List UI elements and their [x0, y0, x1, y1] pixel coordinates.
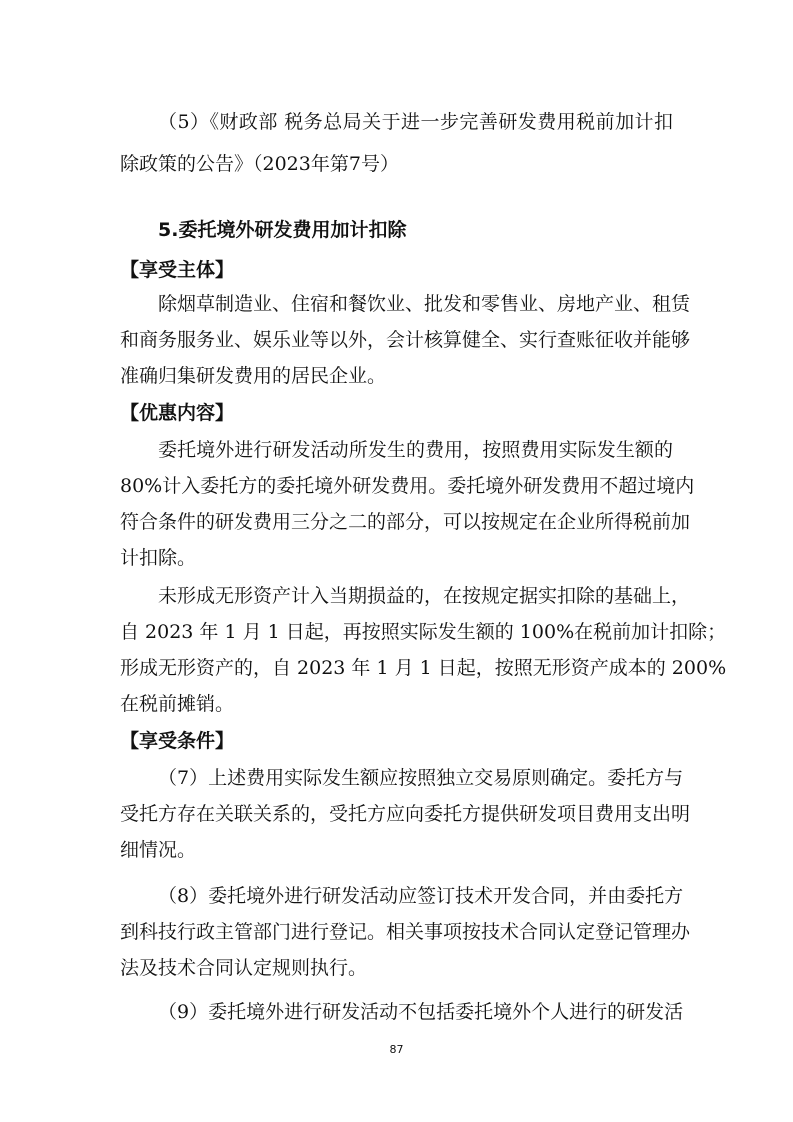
section-title: 5.委托境外研发费用加计扣除	[158, 219, 407, 241]
condition-8-line-2: 到科技行政主管部门进行登记。相关事项按技术合同认定登记管理办	[120, 921, 691, 943]
condition-8-line-3: 法及技术合同认定规则执行。	[120, 957, 368, 979]
condition-9-line-1: （9）委托境外进行研发活动不包括委托境外个人进行的研发活	[158, 1001, 684, 1023]
reference-5-line-1: （5）《财政部 税务总局关于进一步完善研发费用税前加计扣	[158, 111, 673, 133]
condition-7-line-1: （7）上述费用实际发生额应按照独立交易原则确定。委托方与	[158, 767, 684, 789]
content-p1-line-2: 80%计入委托方的委托境外研发费用。委托境外研发费用不超过境内	[120, 475, 695, 497]
condition-7-line-3: 细情况。	[120, 839, 197, 861]
content-p2-line-3: 形成无形资产的，自 2023 年 1 月 1 日起，按照无形资产成本的 200%	[120, 657, 727, 679]
conditions-heading: 【享受条件】	[120, 730, 235, 752]
page-number: 87	[389, 1043, 404, 1056]
condition-8-line-1: （8）委托境外进行研发活动应签订技术开发合同，并由委托方	[158, 885, 684, 907]
content-p2-line-4: 在税前摊销。	[120, 693, 235, 715]
subject-heading: 【享受主体】	[120, 259, 235, 281]
condition-7-line-2: 受托方存在关联关系的，受托方应向委托方提供研发项目费用支出明	[120, 803, 691, 825]
content-p2-line-1: 未形成无形资产计入当期损益的，在按规定据实扣除的基础上，	[158, 585, 691, 607]
content-p1-line-1: 委托境外进行研发活动所发生的费用，按照费用实际发生额的	[158, 439, 673, 461]
subject-line-3: 准确归集研发费用的居民企业。	[120, 365, 387, 387]
subject-line-2: 和商务服务业、娱乐业等以外，会计核算健全、实行查账征收并能够	[120, 329, 691, 351]
subject-line-1: 除烟草制造业、住宿和餐饮业、批发和零售业、房地产业、租赁	[158, 293, 691, 315]
content-heading: 【优惠内容】	[120, 402, 235, 424]
reference-5-line-2: 除政策的公告》（2023年第7号）	[120, 153, 399, 175]
content-p2-line-2: 自 2023 年 1 月 1 日起，再按照实际发生额的 100%在税前加计扣除；	[120, 621, 727, 643]
content-p1-line-3: 符合条件的研发费用三分之二的部分，可以按规定在企业所得税前加	[120, 511, 691, 533]
content-p1-line-4: 计扣除。	[120, 547, 197, 569]
